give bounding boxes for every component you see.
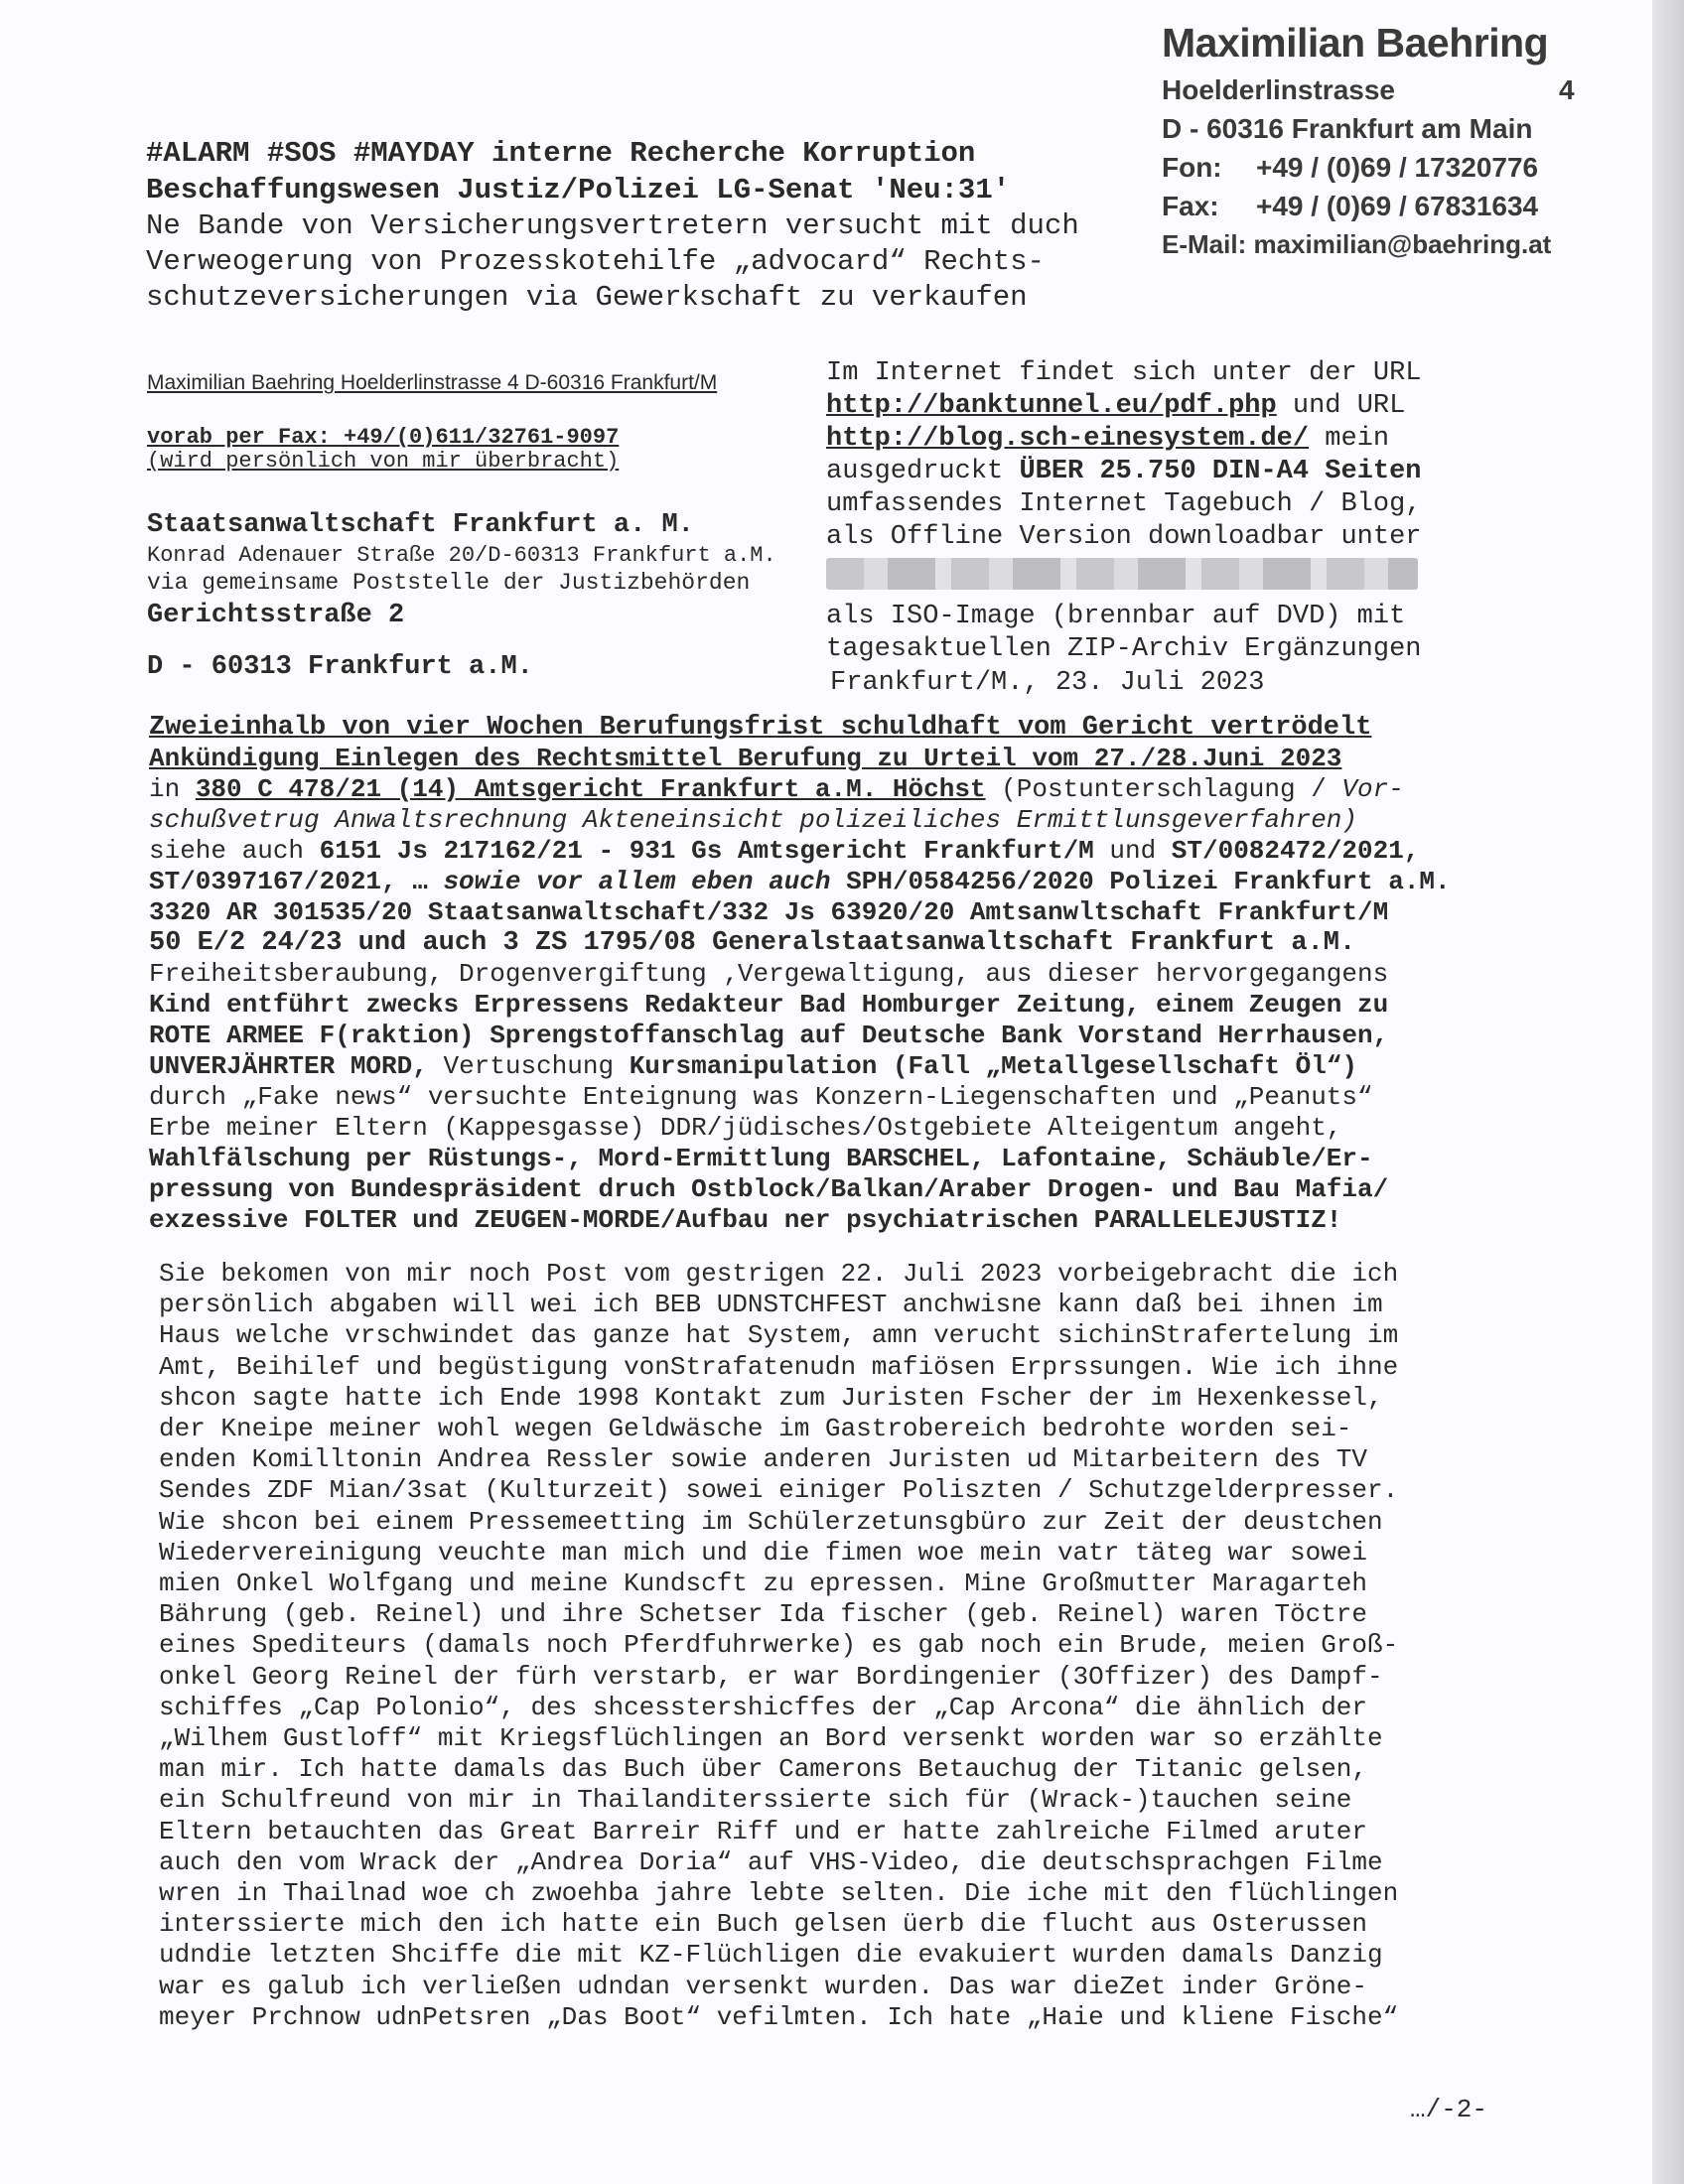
subject-line-9: Freiheitsberaubung, Drogenvergiftung ‚Vergewaltigung, aus dieser hervorgegangens [149,959,1389,989]
s12b: Vertuschung [427,1051,630,1081]
headline [146,135,1139,316]
body-line: persönlich abgaben will wei ich BEB UDNSTCHFEST anchwisne kann daß bei ihnen im [159,1290,1383,1320]
body-text [159,1259,1489,2033]
scan-edge [1652,0,1684,2184]
subject-line-11: ROTE ARMEE F(raktion) Sprengstoffanschlag auf Deutsche Bank Vorstand Herrhausen, [149,1021,1389,1050]
blog-line-5: umfassendes Internet Tagebuch / Blog, [826,489,1422,519]
blog-page-count: ÜBER 25.750 DIN-A4 Seiten [1019,457,1422,486]
blog-line-1: Im Internet findet sich unter der URL [826,358,1422,388]
blog-line-3 [826,423,1481,456]
subject-line-1: Zweieinhalb von vier Wochen Berufungsfrist schuldhaft vom Gericht vertrödelt [149,713,1372,743]
headline-line-1: #ALARM #SOS #MAYDAY interne Recherche Korruption [146,137,976,170]
fax-number: +49 / (0)69 / 67831634 [1256,191,1539,221]
body-line: Eltern betauchten das Great Barreir Riff und er hatte zahlreiche Filmed aruter [159,1816,1367,1846]
fax-line: vorab per Fax: +49/(0)611/32761-9097 [147,425,620,450]
s5d: ST/0082472/2021, [1171,836,1420,866]
body-line: „Wilhem Gustloff“ mit Kriegsflüchlingen an Bord versenkt worden war so erzählte [159,1723,1383,1754]
body-line: Amt, Beihilef und begüstigung vonStrafatenudn mafiösen Erprssungen. Wie ich ihne [159,1351,1399,1382]
body-line: udndie letzten Shciffe die mit KZ-Flüchligen die evakuiert wurden damals Danzig [159,1940,1383,1971]
recipient-street: Konrad Adenauer Straße 20/D-60313 Frankfurt a.M. [147,543,776,568]
subject-line-8: 50 E/2 24/23 und auch 3 ZS 1795/08 Generalstaatsanwaltschaft Frankfurt a.M. [149,928,1356,958]
body-line: Haus welche vrschwindet das ganze hat System, amn verucht sichinStrafertelung im [159,1320,1399,1351]
sender-email: E-Mail: maximilian@baehring.at [1162,229,1552,259]
subject-line-15: Wahlfälschung per Rüstungs-, Mord-Ermittlung BARSCHEL, Lafontaine, Schäuble/Er- [149,1144,1373,1173]
blog-url-1[interactable]: http://banktunnel.eu/pdf.php [826,391,1277,421]
body-line: enden Komilltonin Andrea Ressler sowie anderen Juristen ud Mitarbeitern des TV [159,1444,1367,1475]
blog-line-7: als ISO-Image (brennbar auf DVD) mit [826,602,1406,631]
s5c: und [1093,836,1172,866]
blog-line-6: als Offline Version downloadbar unter [826,522,1422,552]
body-line: ein Schulfreund von mir in Thailanditerssierte sich für (Wrack-)tauchen seine [159,1785,1352,1816]
body-line: wren in Thailnad woe ch zwoehba jahre lebte selten. Die iche mit den flüchlingen [159,1878,1399,1909]
subject-line-16: pressung von Bundespräsident druch Ostblock/Balkan/Araber Drogen- und Bau Mafia/ [149,1174,1389,1204]
letterhead [1162,20,1658,268]
headline-line-2: Beschaffungswesen Justiz/Polizei LG-Senat 'Neu:31' [146,174,1011,206]
body-line: onkel Georg Reinel der fürh verstarb, er war Bordingenier (3Offizer) des Dampf- [159,1661,1383,1692]
body-line: Sendes ZDF Mian/3sat (Kulturzeit) sowei einiger Poliszten / Schutzgelderpresser. [159,1475,1399,1506]
page-footer: …/-2- [1410,2095,1488,2124]
sender-street-row [1162,74,1658,113]
redacted-blur [826,558,1418,590]
body-line: Wiedervereinigung veuchte man mich und die fimen woe mein vatr täteg war sowei [159,1537,1367,1568]
subject-line-3 [149,774,1479,805]
subject-line-7: 3320 AR 301535/20 Staatsanwaltschaft/332 Js 63920/20 Amtsanwltschaft Frankfurt/M [149,897,1389,927]
body-line: auch den vom Wrack der „Andrea Doria“ auf VHS-Video, die deutschsprachgen Filme [159,1846,1383,1877]
recipient-post-street: Gerichtsstraße 2 [147,601,405,630]
blog-url-2[interactable]: http://blog.sch-einesystem.de/ [826,424,1310,454]
headline-line-4: Verweogerung von Prozesskotehilfe „advocard“ Rechts- [146,245,1045,278]
sender-name: Maximilian Baehring [1162,20,1549,66]
recipient-name: Staatsanwaltschaft Frankfurt a. M. [147,510,694,540]
s3a: in [149,774,196,804]
body-line: Sie bekomen von mir noch Post vom gestrigen 22. Juli 2023 vorbeigebracht die ich [159,1259,1399,1289]
body-line: Bährung (geb. Reinel) und ihre Schetser Ida fischer (geb. Reinel) waren Töctre [159,1599,1367,1630]
s5b: 6151 Js 217162/21 - 931 Gs Amtsgericht Frankfurt/M [319,836,1094,866]
subject-line-13: durch „Fake news“ versuchte Enteignung was Konzern-Liegenschaften und „Peanuts“ [149,1082,1373,1112]
body-line: meyer Prchnow udnPetsren „Das Boot“ vefilmten. Ich hate „Haie und kliene Fische“ [159,2001,1399,2032]
fon-number: +49 / (0)69 / 17320776 [1256,152,1539,183]
body-line: shcon sagte hatte ich Ende 1998 Kontakt zum Juristen Fscher der im Hexenkessel, [159,1382,1383,1413]
s6b: sowie vor allem eben auch [443,867,831,896]
sender-street: Hoelderlinstrasse [1162,74,1395,105]
sender-return-line: Maximilian Baehring Hoelderlinstrasse 4 D-60316 Frankfurt/M [147,371,718,394]
s6a: ST/0397167/2021, … [149,867,444,896]
headline-line-3: Ne Bande von Versicherungsvertretern versucht mit duch [146,209,1079,242]
s3d: Vor- [1341,774,1404,804]
s3c: (Postunterschlagung / [985,774,1342,804]
sender-fax-row [1162,191,1658,229]
delivery-note: (wird persönlich von mir überbracht) [147,449,620,474]
blog-line-2 [826,390,1481,423]
body-line: schiffes „Cap Polonio“, des shcesstershicffes der „Cap Arcona“ die ähnlich der [159,1692,1367,1722]
subject-block [149,713,1479,1236]
sender-fon-row [1162,152,1658,191]
fon-label: Fon: [1162,152,1222,183]
address-block [147,371,822,686]
subject-line-17: exzessive FOLTER und ZEUGEN-MORDE/Aufbau ner psychiatrischen PARALLELEJUSTIZ! [149,1205,1342,1235]
blog-line-2-tail: und URL [1276,391,1406,421]
body-line: man mir. Ich hatte damals das Buch über Camerons Betauchug der Titanic gelsen, [159,1754,1367,1785]
recipient-city: D - 60313 Frankfurt a.M. [147,652,533,682]
body-line: Wie shcon bei einem Pressemeetting im Schülerzetunsgbüro zur Zeit der deustchen [159,1506,1383,1537]
headline-line-5: schutzeversicherungen via Gewerkschaft zu verkaufen [146,281,1028,314]
body-line: interssierte mich den ich hatte ein Buch gelsen üerb die flucht aus Osterussen [159,1909,1367,1940]
subject-line-2: Ankündigung Einlegen des Rechtsmittel Berufung zu Urteil vom 27./28.Juni 2023 [149,744,1342,773]
subject-line-4: schußvetrug Anwaltsrechnung Akteneinsicht polizeiliches Ermittlunsgeverfahren) [149,805,1357,835]
body-line: mien Onkel Wolfgang und meine Kundscft zu epressen. Mine Großmutter Maragarteh [159,1569,1367,1599]
case-number-main: 380 C 478/21 (14) Amtsgericht Frankfurt a.M. Höchst [195,774,986,804]
body-line: eines Spediteurs (damals noch Pferdfuhrwerke) es gab noch ein Brude, meien Groß- [159,1630,1399,1661]
recipient-via: via gemeinsame Poststelle der Justizbehörden [147,570,751,596]
blog-info [826,357,1481,666]
letter-date: Frankfurt/M., 23. Juli 2023 [830,668,1265,698]
subject-line-10: Kind entführt zwecks Erpressens Redakteur Bad Homburger Zeitung, einem Zeugen zu [149,990,1389,1020]
s5a: siehe auch [149,836,320,866]
blog-line-3-tail: mein [1309,424,1390,454]
sender-house-number: 4 [1559,74,1575,105]
blog-redacted-url [826,554,1481,601]
recipient [147,508,822,686]
body-line: der Kneipe meiner wohl wegen Geldwäsche im Gastrobereich bedrohte worden sei- [159,1414,1352,1444]
s12a: UNVERJÄHRTER MORD, [149,1051,428,1081]
subject-line-5 [149,836,1479,867]
blog-line-8: tagesaktuellen ZIP-Archiv Ergänzungen [826,634,1422,664]
subject-line-6 [149,867,1479,897]
fax-label: Fax: [1162,191,1219,221]
subject-line-12 [149,1051,1479,1082]
body-line: war es galub ich verließen udndan versenkt wurden. Das war dieZet inder Gröne- [159,1971,1367,2001]
s6c: SPH/0584256/2020 Polizei Frankfurt a.M. [830,867,1451,896]
s12c: Kursmanipulation (Fall „Metallgesellschaft Öl“) [629,1051,1358,1081]
sender-city: D - 60316 Frankfurt am Main [1162,113,1533,144]
blog-line-4-a: ausgedruckt [826,457,1020,486]
subject-line-14: Erbe meiner Eltern (Kappesgasse) DDR/jüdisches/Ostgebiete Alteigentum angeht, [149,1113,1342,1143]
blog-line-4 [826,456,1481,488]
